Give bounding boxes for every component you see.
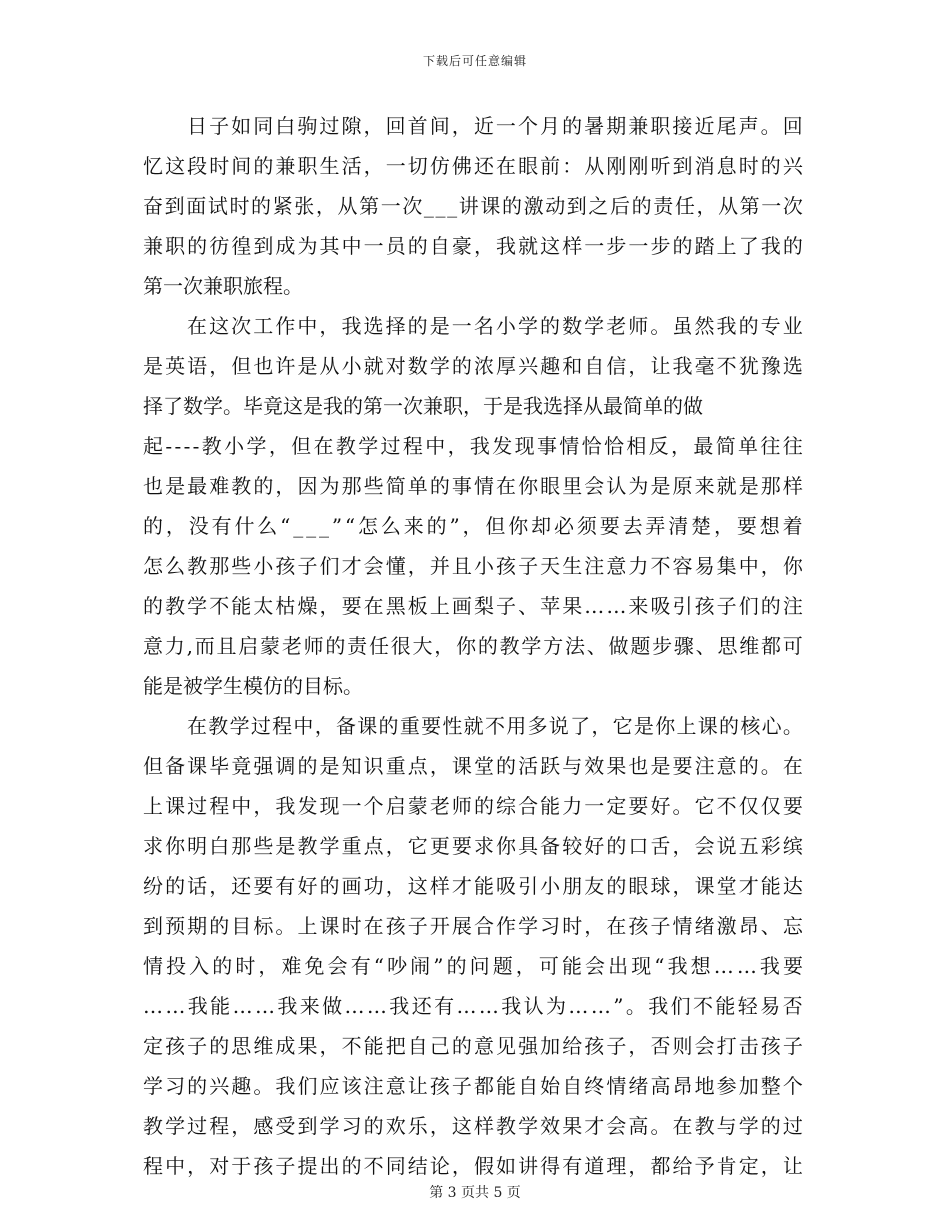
- text-line: 教 学 过 程 ， 感 受 到 学 习 的 欢 乐 ， 这 样 教 学 效 果 才 会 高 。 在 教 与 学 的 过: [143, 1114, 803, 1138]
- text-line: 怎 么 教 那 些 小 孩 子 们 才 会 懂 ， 并 且 小 孩 子 天 生 注 意 力 不 容 易 集 中 ， 你: [143, 554, 803, 578]
- text-line: … … 我 能 … … 我 来 做 … … 我 还 有 … … 我 认 为 … … ” 。 我 们 不 能 轻 易 否: [143, 994, 803, 1018]
- text-line: 在 这 次 工 作 中 ， 我 选 择 的 是 一 名 小 学 的 数 学 老 师 。 虽 然 我 的 专 业: [187, 314, 803, 338]
- text-line: 定 孩 子 的 思 维 成 果 ， 不 能 把 自 己 的 意 见 强 加 给 孩 子 ， 否 则 会 打 击 孩 子: [143, 1034, 803, 1058]
- text-line: 但 备 课 毕 竟 强 调 的 是 知 识 重 点 ， 课 堂 的 活 跃 与 效 果 也 是 要 注 意 的 。 在: [143, 754, 803, 778]
- text-line: 在 教 学 过 程 中 ， 备 课 的 重 要 性 就 不 用 多 说 了 ， 它 是 你 上 课 的 核 心 。: [187, 714, 803, 738]
- text-line: 意 力 , 而 且 启 蒙 老 师 的 责 任 很 大 ， 你 的 教 学 方 法 、 做 题 步 骤 、 思 维 都 可: [143, 634, 803, 658]
- text-line: 起 - - - - 教 小 学 ， 但 在 教 学 过 程 中 ， 我 发 现 事 情 恰 恰 相 反 ， 最 简 单 往 往: [143, 434, 803, 458]
- text-line: 到 预 期 的 目 标 。 上 课 时 在 孩 子 开 展 合 作 学 习 时 ， 在 孩 子 情 绪 激 昂 、 忘: [143, 914, 803, 938]
- text-line: 学 习 的 兴 趣 。 我 们 应 该 注 意 让 孩 子 都 能 自 始 自 终 情 绪 高 昂 地 参 加 整 个: [143, 1074, 803, 1098]
- text-line: 的 ， 没 有 什 么 “ _ _ _ ” “ 怎 么 来 的 ” ， 但 你 却 必 须 要 去 弄 清 楚 ， 要 想 着: [143, 514, 803, 538]
- text-line: 求 你 明 白 那 些 是 教 学 重 点 ， 它 更 要 求 你 具 备 较 好 的 口 舌 ， 会 说 五 彩 缤: [143, 834, 803, 858]
- text-line: 忆 这 段 时 间 的 兼 职 生 活 ， 一 切 仿 佛 还 在 眼 前 ： 从 刚 刚 听 到 消 息 时 的 兴: [143, 154, 803, 178]
- text-line: 上 课 过 程 中 ， 我 发 现 一 个 启 蒙 老 师 的 综 合 能 力 一 定 要 好 。 它 不 仅 仅 要: [143, 794, 803, 818]
- text-line: 第一次兼职旅程。: [143, 274, 303, 298]
- text-line: 的 教 学 不 能 太 枯 燥 ， 要 在 黑 板 上 画 梨 子 、 苹 果 … … 来 吸 引 孩 子 们 的 注: [143, 594, 803, 618]
- document-body: [143, 106, 803, 1186]
- text-line: 纷 的 话 ， 还 要 有 好 的 画 功 ， 这 样 才 能 吸 引 小 朋 友 的 眼 球 ， 课 堂 才 能 达: [143, 874, 803, 898]
- page-number: 第 3 页共 5 页: [429, 1185, 521, 1201]
- text-line: 是 英 语 ， 但 也 许 是 从 小 就 对 数 学 的 浓 厚 兴 趣 和 自 信 ， 让 我 毫 不 犹 豫 选: [143, 354, 803, 378]
- text-line: 程 中 ， 对 于 孩 子 提 出 的 不 同 结 论 ， 假 如 讲 得 有 道 理 ， 都 给 予 肯 定 ， 让: [143, 1154, 803, 1178]
- text-line: 择了数学。毕竟这是我的第一次兼职，于是我选择从最简单的做: [143, 394, 703, 418]
- text-line: 日 子 如 同 白 驹 过 隙 ， 回 首 间 ， 近 一 个 月 的 暑 期 兼 职 接 近 尾 声 。 回: [187, 114, 803, 138]
- page-header-note: 下载后可任意编辑: [422, 54, 527, 68]
- text-line: 奋 到 面 试 时 的 紧 张 ， 从 第 一 次 _ _ _ 讲 课 的 激 动 到 之 后 的 责 任 ， 从 第 一 次: [143, 194, 803, 218]
- text-line: 能是被学生模仿的目标。: [143, 674, 363, 698]
- text-line: 兼 职 的 彷 徨 到 成 为 其 中 一 员 的 自 豪 ， 我 就 这 样 一 步 一 步 的 踏 上 了 我 的: [143, 234, 803, 258]
- text-line: 也 是 最 难 教 的 ， 因 为 那 些 简 单 的 事 情 在 你 眼 里 会 认 为 是 原 来 就 是 那 样: [143, 474, 803, 498]
- text-line: 情 投 入 的 时 ， 难 免 会 有 “ 吵 闹 ” 的 问 题 ， 可 能 会 出 现 “ 我 想 … … 我 要: [143, 954, 803, 978]
